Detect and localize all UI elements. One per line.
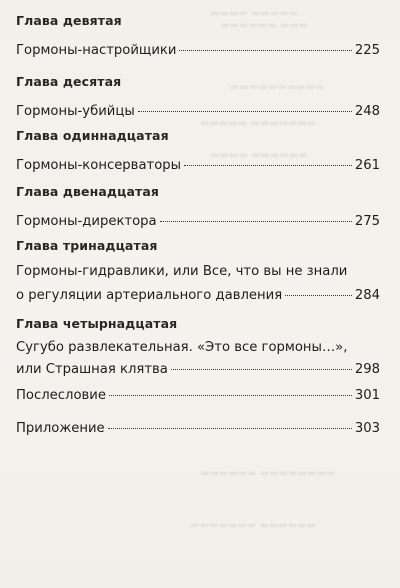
dot-leader bbox=[171, 369, 352, 370]
dot-leader bbox=[138, 111, 352, 112]
toc-entry-chapter-12 bbox=[16, 184, 380, 229]
toc-line bbox=[16, 288, 380, 303]
chapter-heading: Глава тринадцатая bbox=[16, 238, 158, 253]
toc-line bbox=[16, 104, 380, 119]
page-number: 301 bbox=[354, 388, 380, 403]
bleed-through-texture: ▬▬▬▬▬▬▬▬▬▬ bbox=[230, 82, 325, 93]
toc-entry-chapter-14 bbox=[16, 316, 380, 377]
chapter-heading: Глава девятая bbox=[16, 13, 122, 28]
toc-entry-appendix bbox=[16, 421, 380, 436]
bleed-through-texture: ▬▬▬▬▬▬ ▬▬▬▬▬▬▬▬ bbox=[200, 468, 336, 479]
page-number: 261 bbox=[354, 158, 380, 173]
dot-leader bbox=[179, 50, 351, 51]
chapter-title-line-1: Гормоны-гидравлики, или Все, что вы не знали bbox=[16, 264, 348, 279]
toc-entry-chapter-10 bbox=[16, 74, 380, 119]
bleed-through-texture: ▬▬▬▬ ▬▬▬▬▬ bbox=[210, 8, 299, 19]
toc-entry-chapter-13 bbox=[16, 238, 380, 303]
toc-line bbox=[16, 362, 380, 377]
toc-line bbox=[16, 158, 380, 173]
page-number: 284 bbox=[354, 288, 380, 303]
toc-entry-afterword bbox=[16, 388, 380, 403]
chapter-title-line-2: о регуляции артериального давления bbox=[16, 288, 283, 303]
dot-leader bbox=[108, 428, 352, 429]
chapter-title: Гормоны-убийцы bbox=[16, 104, 135, 119]
bleed-through-texture: ▬▬▬▬▬▬▬ ▬▬▬▬▬▬ bbox=[190, 520, 317, 531]
dot-leader bbox=[285, 295, 352, 296]
chapter-title: Гормоны-настройщики bbox=[16, 43, 177, 58]
chapter-heading: Глава четырнадцатая bbox=[16, 316, 178, 331]
bleed-through-texture: ▬▬▬▬▬▬ ▬▬▬ bbox=[220, 20, 309, 31]
bleed-through-texture: ▬▬▬▬▬ ▬▬▬▬▬▬▬ bbox=[200, 118, 317, 129]
toc-line bbox=[16, 214, 380, 229]
chapter-title: Гормоны-консерваторы bbox=[16, 158, 182, 173]
toc-entry-chapter-9 bbox=[16, 13, 380, 58]
dot-leader bbox=[184, 165, 352, 166]
chapter-title-line-1: Сугубо развлекательная. «Это все гормоны…», bbox=[16, 340, 348, 355]
toc-line bbox=[16, 421, 380, 436]
chapter-title: Гормоны-директора bbox=[16, 214, 157, 229]
page-number: 303 bbox=[354, 421, 380, 436]
chapter-heading: Глава одиннадцатая bbox=[16, 128, 169, 143]
chapter-heading: Глава двенадцатая bbox=[16, 184, 160, 199]
toc-entry-chapter-11 bbox=[16, 128, 380, 173]
section-title: Приложение bbox=[16, 421, 105, 436]
section-title: Послесловие bbox=[16, 388, 106, 403]
toc-line bbox=[16, 388, 380, 403]
page-number: 298 bbox=[354, 362, 380, 377]
page-number: 275 bbox=[354, 214, 380, 229]
dot-leader bbox=[109, 395, 352, 396]
dot-leader bbox=[160, 221, 352, 222]
page-number: 248 bbox=[354, 104, 380, 119]
bleed-through-texture: ▬▬▬▬ ▬▬▬▬▬▬ bbox=[210, 150, 308, 161]
chapter-heading: Глава десятая bbox=[16, 74, 122, 89]
page-number: 225 bbox=[354, 43, 380, 58]
chapter-title-line-2: или Страшная клятва bbox=[16, 362, 168, 377]
toc-line bbox=[16, 43, 380, 58]
